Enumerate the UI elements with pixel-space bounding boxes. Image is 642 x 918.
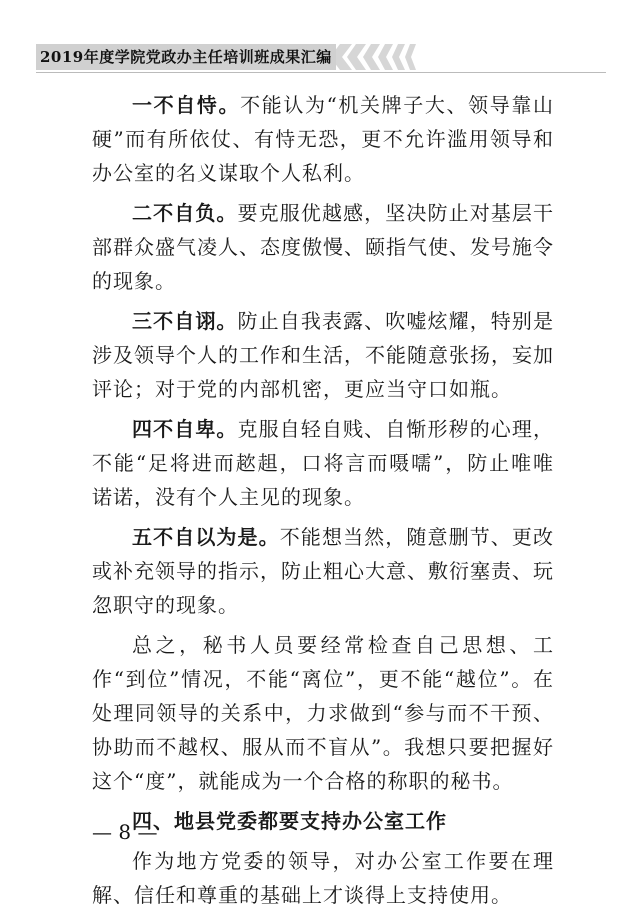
- chevron-decoration-icon: [336, 44, 436, 70]
- running-header: [36, 44, 606, 70]
- paragraph-summary: [92, 628, 554, 798]
- paragraph-3: [92, 304, 554, 406]
- chevron-3: [363, 44, 380, 70]
- paragraph-2: [92, 196, 554, 298]
- body-text: [92, 88, 554, 918]
- paragraph-text: 要克服优越感，坚决防止对基层干部群众盛气凌人、态度傲慢、颐指气使、发号施令的现象。: [92, 201, 555, 293]
- paragraph-text: 克服自轻自贱、自惭形秽的心理，不能“足将进而趑趄，口将言而嗫嚅”，防止唯唯诺诺，没有个人主见的现象。: [92, 417, 555, 509]
- paragraph-lead: 五不自以为是。: [132, 525, 280, 549]
- header-rule: [36, 72, 606, 73]
- paragraph-1: [92, 88, 554, 190]
- closing-paragraph: 作为地方党委的领导，对办公室工作要在理解、信任和尊重的基础上才谈得上支持使用。: [92, 849, 554, 907]
- chevron-5: [392, 44, 405, 70]
- section-heading: 四、地县党委都要支持办公室工作: [132, 809, 447, 833]
- paragraph-text: 不能想当然，随意删节、更改或补充领导的指示，防止粗心大意、敷衍塞责、玩忽职守的现象。: [92, 525, 555, 617]
- header-title: 2019年度学院党政办主任培训班成果汇编: [40, 48, 332, 66]
- paragraph-lead: 三不自诩。: [132, 309, 238, 333]
- paragraph-lead: 四不自卑。: [132, 417, 238, 441]
- paragraph-lead: 一不自恃。: [132, 93, 241, 117]
- chevron-6: [405, 44, 416, 70]
- chevron-4: [378, 44, 393, 70]
- header-band: [36, 44, 336, 70]
- paragraph-5: [92, 520, 554, 622]
- paragraph-lead: 二不自负。: [132, 201, 238, 225]
- paragraph-text: 总之，秘书人员要经常检查自己思想、工作“到位”情况，不能“离位”，更不能“越位”。在处理同领导的关系中，力求做到“参与而不干预、协助而不越权、服从而不盲从”。我想只要把握好这个“度”，就能成为一个合格的称职的秘书。: [92, 633, 554, 793]
- paragraph-text: 不能认为“机关牌子大、领导靠山硬”而有所依仗、有恃无恐，更不允许滥用领导和办公室的名义谋取个人私利。: [92, 93, 555, 185]
- paragraph-4: [92, 412, 554, 514]
- page-number: — 8 —: [92, 820, 158, 844]
- paragraph-text: 防止自我表露、吹嘘炫耀，特别是涉及领导个人的工作和生活，不能随意张扬，妄加评论；对于党的内部机密，更应当守口如瓶。: [92, 309, 555, 401]
